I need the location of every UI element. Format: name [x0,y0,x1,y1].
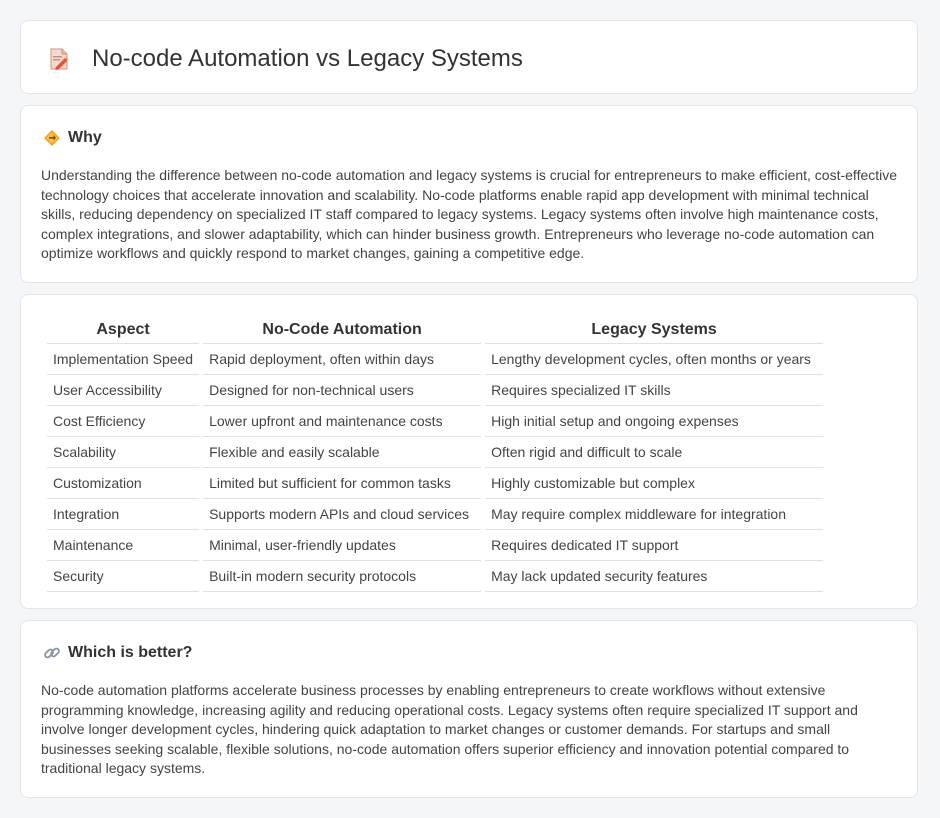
table-row [47,499,823,530]
table-row [47,468,823,499]
aspect-cell: Scalability [47,437,199,468]
table-header-row [47,315,823,344]
no-code-cell: Lower upfront and maintenance costs [203,406,481,437]
legacy-cell: Lengthy development cycles, often months or years [485,344,823,375]
why-header [43,127,102,149]
table-row [47,530,823,561]
why-section [20,105,918,283]
why-text: Understanding the difference between no-code automation and legacy systems is crucial for entrepreneurs to make efficient, cost-effective technology choices that accelerate innovation and scalability. No-code platforms enable rapid app development with minimal technical skills, reducing dependency on specialized IT staff compared to legacy systems. Legacy systems often involve high maintenance costs, complex integrations, and slower adaptability, which can hinder business growth. Entrepreneurs who leverage no-code automation can optimize workflows and quickly respond to market changes, gaining a competitive edge. [41,167,898,262]
no-code-cell: Minimal, user-friendly updates [203,530,481,561]
why-heading: Why [68,129,102,146]
comparison-table [43,315,827,592]
title-card [20,20,918,94]
column-header-aspect: Aspect [47,315,199,344]
comparison-card [20,294,918,609]
table-row [47,437,823,468]
no-code-cell: Designed for non-technical users [203,375,481,406]
aspect-cell: Implementation Speed [47,344,199,375]
legacy-cell: May require complex middleware for integration [485,499,823,530]
no-code-cell: Flexible and easily scalable [203,437,481,468]
no-code-cell: Limited but sufficient for common tasks [203,468,481,499]
table-row [47,406,823,437]
legacy-cell: Often rigid and difficult to scale [485,437,823,468]
legacy-cell: May lack updated security features [485,561,823,592]
better-header [43,642,192,664]
legacy-cell: High initial setup and ongoing expenses [485,406,823,437]
legacy-cell: Requires specialized IT skills [485,375,823,406]
table-row [47,561,823,592]
table-row [47,375,823,406]
page-title: No-code Automation vs Legacy Systems [92,45,523,72]
aspect-cell: Cost Efficiency [47,406,199,437]
aspect-cell: Integration [47,499,199,530]
aspect-cell: User Accessibility [47,375,199,406]
legacy-cell: Requires dedicated IT support [485,530,823,561]
diamond-warning-icon [43,129,61,147]
no-code-cell: Rapid deployment, often within days [203,344,481,375]
better-heading: Which is better? [68,644,193,661]
table-body [47,344,823,592]
link-icon [43,644,61,662]
aspect-cell: Maintenance [47,530,199,561]
legacy-cell: Highly customizable but complex [485,468,823,499]
table-row [47,344,823,375]
better-text: No-code automation platforms accelerate business processes by enabling entrepreneurs to create workflows without extensive programming knowledge, increasing agility and reducing operational costs. Legacy systems often require specialized IT support and involve longer development cycles, hindering quick adaptation to market changes or customer demands. For startups and small businesses seeking scalable, flexible solutions, no-code automation offers superior efficiency and innovation potential compared to traditional legacy systems. [41,682,858,777]
column-header-legacy: Legacy Systems [485,315,823,344]
document-pencil-icon [47,47,71,71]
no-code-cell: Supports modern APIs and cloud services [203,499,481,530]
aspect-cell: Security [47,561,199,592]
column-header-no-code: No-Code Automation [203,315,481,344]
aspect-cell: Customization [47,468,199,499]
no-code-cell: Built-in modern security protocols [203,561,481,592]
which-is-better-section [20,620,918,798]
